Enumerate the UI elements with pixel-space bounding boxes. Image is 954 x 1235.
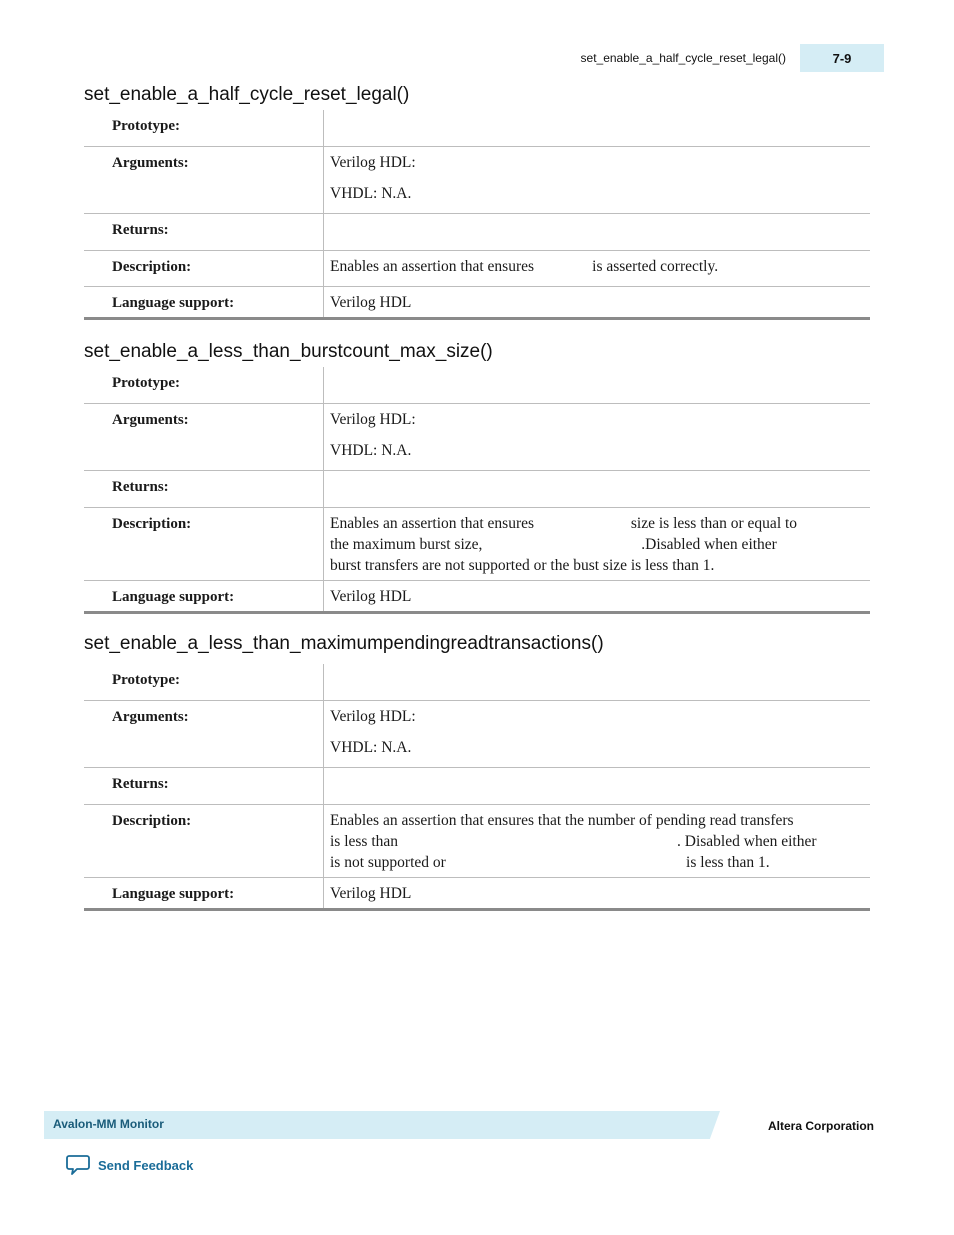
language-label: Language support: bbox=[84, 581, 324, 611]
arguments-label: Arguments: bbox=[84, 147, 324, 213]
returns-label: Returns: bbox=[84, 768, 324, 804]
description-line: is not supported or is less than 1. bbox=[330, 854, 770, 871]
description-line: Enables an assertion that ensures size is less than or equal to bbox=[330, 515, 798, 532]
footer-company: Altera Corporation bbox=[767, 1119, 874, 1133]
returns-value bbox=[324, 214, 870, 250]
description-line: Enables an assertion that ensures that the number of pending read transfers bbox=[330, 812, 794, 829]
prototype-value bbox=[324, 110, 870, 146]
prototype-label: Prototype: bbox=[84, 110, 324, 146]
table-row bbox=[84, 580, 870, 611]
language-value: Verilog HDL bbox=[330, 588, 412, 605]
function-table bbox=[84, 110, 870, 320]
arguments-vhdl: VHDL: N.A. bbox=[330, 739, 412, 756]
returns-value bbox=[324, 768, 870, 804]
description-line: the maximum burst size, .Disabled when either bbox=[330, 536, 777, 553]
arguments-label: Arguments: bbox=[84, 701, 324, 767]
language-value: Verilog HDL bbox=[330, 294, 412, 311]
running-title: set_enable_a_half_cycle_reset_legal() bbox=[580, 51, 786, 65]
section-title: set_enable_a_less_than_maximumpendingreadtransactions() bbox=[84, 633, 604, 654]
arguments-value bbox=[324, 701, 870, 767]
page-number: 7-9 bbox=[800, 44, 884, 72]
description-label: Description: bbox=[84, 508, 324, 580]
prototype-label: Prototype: bbox=[84, 664, 324, 700]
footer-doc-title[interactable]: Avalon-MM Monitor bbox=[53, 1117, 164, 1131]
table-row bbox=[84, 767, 870, 804]
table-row bbox=[84, 286, 870, 317]
table-row bbox=[84, 470, 870, 507]
prototype-value bbox=[324, 367, 870, 403]
description-line: burst transfers are not supported or the bust size is less than 1. bbox=[330, 557, 715, 574]
description-value bbox=[324, 805, 870, 877]
arguments-value bbox=[324, 147, 870, 213]
table-row bbox=[84, 700, 870, 767]
function-table bbox=[84, 367, 870, 614]
send-feedback-link[interactable] bbox=[66, 1154, 193, 1176]
description-label: Description: bbox=[84, 805, 324, 877]
arguments-label: Arguments: bbox=[84, 404, 324, 470]
table-row bbox=[84, 110, 870, 146]
arguments-vhdl: VHDL: N.A. bbox=[330, 185, 412, 202]
section-half-cycle-reset bbox=[84, 80, 870, 320]
description-label: Description: bbox=[84, 251, 324, 286]
arguments-verilog: Verilog HDL: bbox=[330, 708, 416, 725]
arguments-verilog: Verilog HDL: bbox=[330, 154, 416, 171]
table-row bbox=[84, 403, 870, 470]
section-burstcount-max bbox=[84, 337, 870, 614]
table-row bbox=[84, 507, 870, 580]
speech-bubble-icon bbox=[66, 1154, 90, 1176]
table-row bbox=[84, 367, 870, 403]
table-row bbox=[84, 146, 870, 213]
arguments-value bbox=[324, 404, 870, 470]
function-table bbox=[84, 664, 870, 911]
table-row bbox=[84, 250, 870, 286]
language-label: Language support: bbox=[84, 287, 324, 317]
description-text: Enables an assertion that ensures is asserted correctly. bbox=[330, 258, 719, 275]
returns-value bbox=[324, 471, 870, 507]
table-row bbox=[84, 877, 870, 908]
arguments-verilog: Verilog HDL: bbox=[330, 411, 416, 428]
returns-label: Returns: bbox=[84, 471, 324, 507]
prototype-value bbox=[324, 664, 870, 700]
table-row bbox=[84, 804, 870, 877]
send-feedback-label[interactable]: Send Feedback bbox=[98, 1157, 194, 1173]
prototype-label: Prototype: bbox=[84, 367, 324, 403]
section-title: set_enable_a_less_than_burstcount_max_size() bbox=[84, 341, 493, 362]
table-row bbox=[84, 213, 870, 250]
description-line: is less than . Disabled when either bbox=[330, 833, 817, 850]
arguments-vhdl: VHDL: N.A. bbox=[330, 442, 412, 459]
section-title: set_enable_a_half_cycle_reset_legal() bbox=[84, 84, 410, 105]
table-row bbox=[84, 664, 870, 700]
returns-label: Returns: bbox=[84, 214, 324, 250]
description-value bbox=[324, 508, 870, 580]
language-value: Verilog HDL bbox=[330, 885, 412, 902]
section-max-pending-reads bbox=[84, 629, 870, 911]
language-label: Language support: bbox=[84, 878, 324, 908]
description-value bbox=[324, 251, 870, 286]
